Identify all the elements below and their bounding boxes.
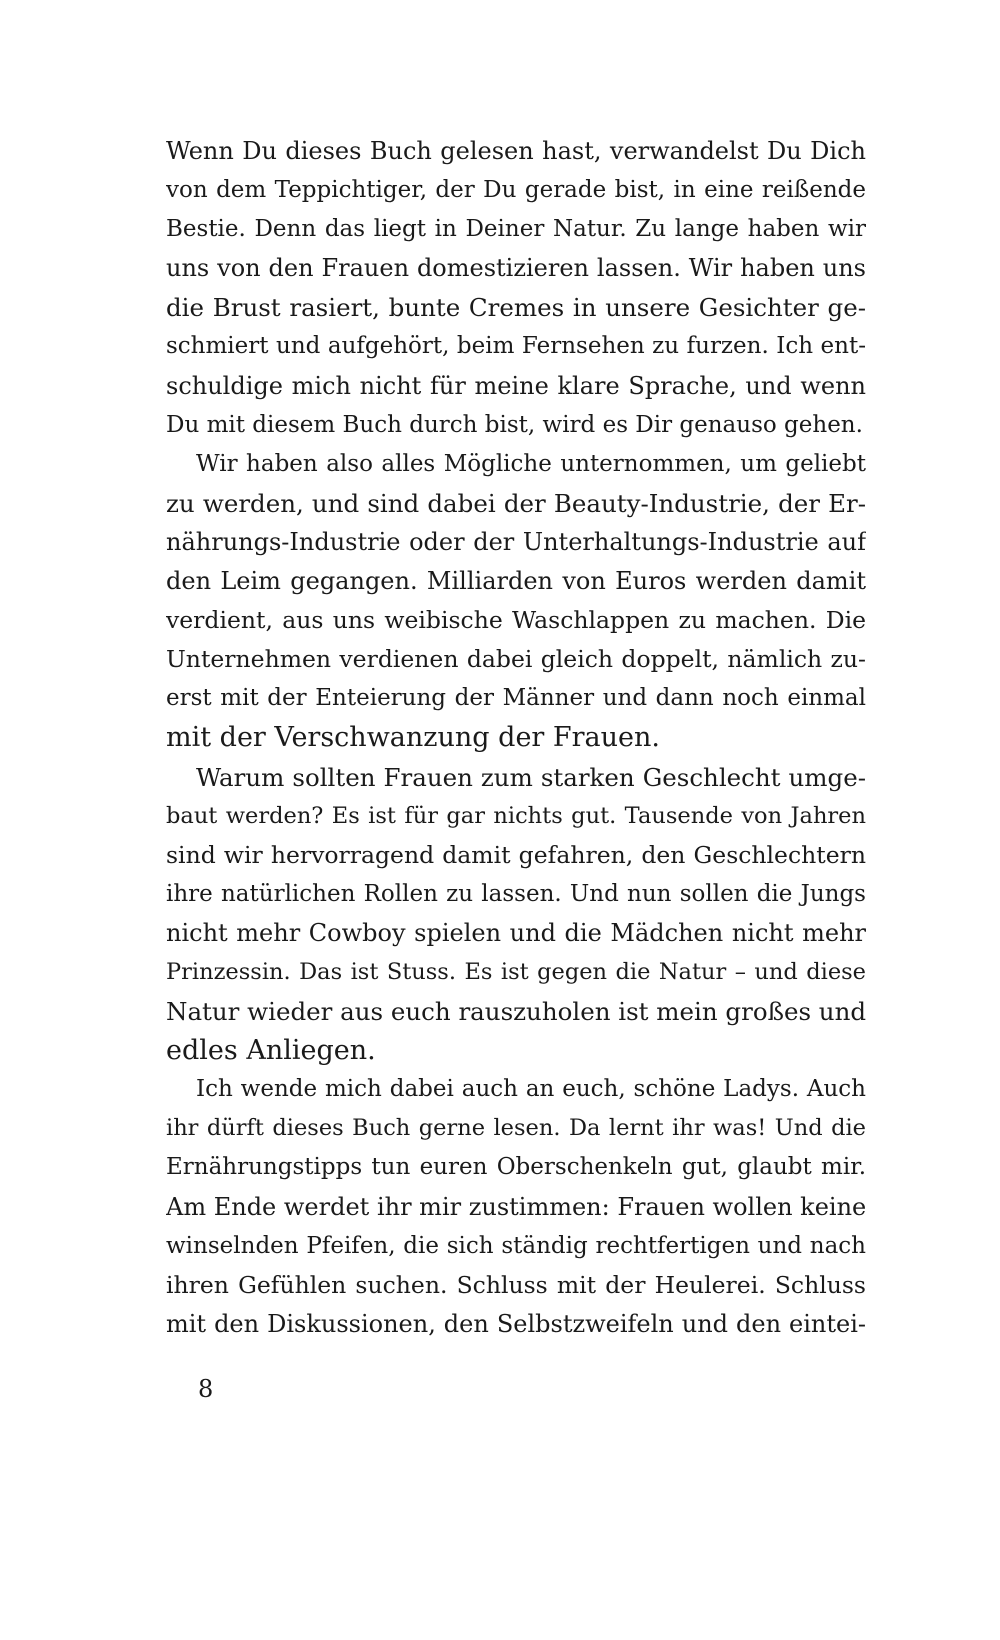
page-number: 8 [198, 1375, 214, 1403]
text-line: Wenn Du dieses Buch gelesen hast, verwandelst Du Dich [166, 137, 866, 165]
text-line: Am Ende werdet ihr mir zustimmen: Frauen wollen keine [166, 1192, 866, 1221]
text-line: Unternehmen verdienen dabei gleich doppelt, nämlich zu- [166, 645, 866, 674]
text-line: uns von den Frauen domestizieren lassen. Wir haben uns [166, 254, 866, 283]
text-line: Warum sollten Frauen zum starken Geschlecht umge- [196, 762, 866, 792]
paragraph-2 [166, 445, 866, 758]
text-line: Ernährungstipps tun euren Oberschenkeln gut, glaubt mir. [166, 1154, 866, 1181]
text-line: Prinzessin. Das ist Stuss. Es ist gegen die Natur – und diese [166, 958, 866, 985]
text-line: ihr dürft dieses Buch gerne lesen. Da lernt ihr was! Und die [166, 1115, 866, 1142]
text-line: schuldige mich nicht für meine klare Sprache, und wenn [166, 371, 866, 400]
text-line: schmiert und aufgehört, beim Fernsehen zu furzen. Ich ent- [166, 333, 866, 360]
text-line: mit der Verschwanzung der Frauen. [166, 722, 660, 754]
text-line: nicht mehr Cowboy spielen und die Mädchen nicht mehr [166, 918, 866, 947]
text-line: Du mit diesem Buch durch bist, wird es Dir genauso gehen. [166, 411, 863, 438]
paragraph-3 [166, 758, 866, 1071]
text-line: baut werden? Es ist für gar nichts gut. Tausende von Jahren [166, 802, 866, 829]
body-text [166, 132, 866, 1344]
text-line: Wir haben also alles Mögliche unternommen, um geliebt [196, 450, 866, 477]
text-line: ihren Gefühlen suchen. Schluss mit der Heulerei. Schluss [166, 1270, 866, 1299]
text-line: sind wir hervorragend damit gefahren, den Geschlechtern [166, 840, 866, 869]
text-line: Bestie. Denn das liegt in Deiner Natur. Zu lange haben wir [166, 216, 866, 243]
paragraph-1 [166, 132, 866, 445]
text-line: Ich wende mich dabei auch an euch, schöne Ladys. Auch [196, 1076, 866, 1103]
text-line: mit den Diskussionen, den Selbstzweifeln und den eintei- [166, 1309, 866, 1338]
text-line: von dem Teppichtiger, der Du gerade bist, in eine reißende [166, 177, 866, 204]
text-line: ihre natürlichen Rollen zu lassen. Und nun sollen die Jungs [166, 880, 866, 907]
text-line: zu werden, und sind dabei der Beauty-Industrie, der Er- [166, 488, 866, 518]
text-line: verdient, aus uns weibische Waschlappen zu machen. Die [166, 606, 866, 635]
text-line: edles Anliegen. [166, 1035, 376, 1067]
text-line: die Brust rasiert, bunte Cremes in unsere Gesichter ge- [166, 293, 866, 323]
paragraph-4 [166, 1070, 866, 1344]
text-line: den Leim gegangen. Milliarden von Euros werden damit [166, 567, 866, 596]
text-line: winselnden Pfeifen, die sich ständig rechtfertigen und nach [166, 1232, 866, 1259]
text-line: Natur wieder aus euch rauszuholen ist mein großes und [166, 997, 866, 1027]
text-line: nährungs-Industrie oder der Unterhaltungs-Industrie auf [166, 527, 866, 556]
text-line: erst mit der Enteierung der Männer und dann noch einmal [166, 685, 866, 712]
